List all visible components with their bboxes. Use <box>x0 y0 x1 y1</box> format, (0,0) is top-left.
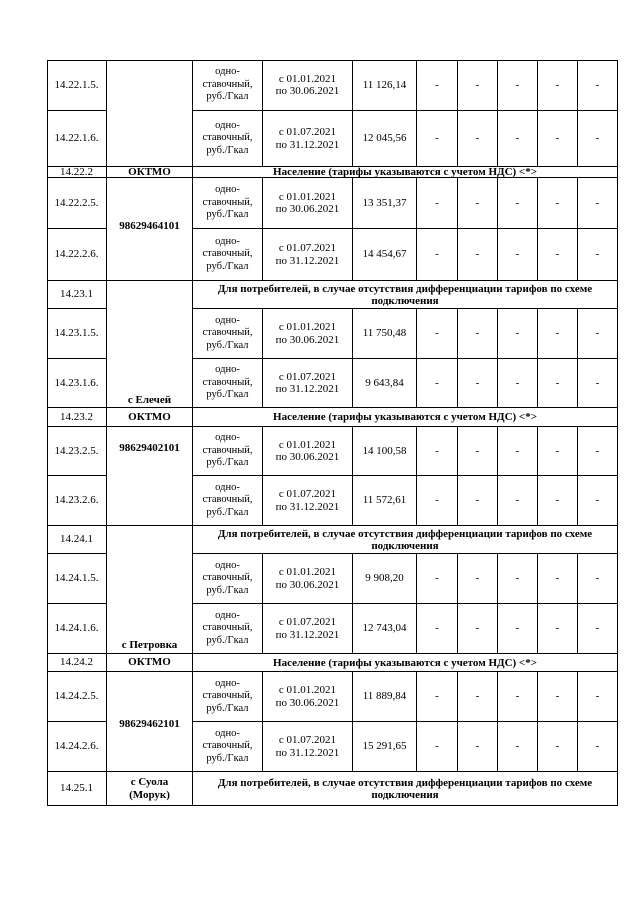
row-code-cell <box>47 772 107 806</box>
population-header-row <box>193 408 618 427</box>
row-code-cell <box>47 672 107 722</box>
empty-value-cell <box>498 309 538 359</box>
population-header-row <box>193 167 618 178</box>
tariff-type-cell <box>193 427 263 476</box>
period-cell <box>263 60 353 111</box>
empty-value-cell <box>498 554 538 604</box>
dash-placeholder: - <box>515 740 520 752</box>
period-cell <box>263 554 353 604</box>
dash-placeholder: - <box>435 132 439 144</box>
section-header-text: Для потребителей, в случае отсутствия дифференциации тарифов по схеме подключения <box>217 282 593 307</box>
dash-placeholder: - <box>475 376 480 389</box>
tariff-value: 14 100,58 <box>362 444 407 457</box>
dash-placeholder: - <box>515 494 520 506</box>
period-label: с 01.07.2021 по 31.12.2021 <box>275 488 340 513</box>
dash-placeholder: - <box>435 494 439 506</box>
locality-cell <box>107 60 193 167</box>
empty-value-cell <box>417 722 458 772</box>
dash-placeholder: - <box>555 622 560 634</box>
dash-placeholder: - <box>595 196 600 209</box>
tariff-value-cell <box>353 476 417 526</box>
tariff-type-cell <box>193 359 263 408</box>
dash-placeholder: - <box>595 132 600 144</box>
empty-value-cell <box>538 476 578 526</box>
dash-placeholder: - <box>555 494 560 506</box>
dash-placeholder: - <box>435 740 439 752</box>
empty-value-cell <box>578 554 618 604</box>
locality-cell <box>107 654 193 672</box>
row-code: 14.22.1.6. <box>54 132 99 144</box>
dash-placeholder: - <box>475 572 480 584</box>
dash-placeholder: - <box>595 622 600 634</box>
empty-value-cell <box>538 359 578 408</box>
dash-placeholder: - <box>475 622 480 634</box>
tariff-type-cell <box>193 722 263 772</box>
tariff-value-cell <box>353 229 417 281</box>
row-code: 14.22.2 <box>60 165 93 178</box>
tariff-value: 12 045,56 <box>362 132 407 144</box>
empty-value-cell <box>458 60 498 111</box>
tariff-type-label: одно- ставочный, руб./Гкал <box>202 677 253 714</box>
empty-value-cell <box>417 60 458 111</box>
dash-placeholder: - <box>555 740 560 752</box>
tariff-value-cell <box>353 604 417 654</box>
dash-placeholder: - <box>595 690 600 702</box>
empty-value-cell <box>417 427 458 476</box>
tariff-value-cell <box>353 178 417 229</box>
dash-placeholder: - <box>515 78 520 91</box>
empty-value-cell <box>498 60 538 111</box>
row-code-cell <box>47 111 107 167</box>
row-code-cell <box>47 167 107 178</box>
empty-value-cell <box>417 476 458 526</box>
period-label: с 01.01.2021 по 30.06.2021 <box>275 438 340 463</box>
period-label: с 01.01.2021 по 30.06.2021 <box>275 190 340 215</box>
dash-placeholder: - <box>555 327 560 339</box>
empty-value-cell <box>498 672 538 722</box>
locality-cell <box>107 408 193 427</box>
dash-placeholder: - <box>435 248 439 260</box>
dash-placeholder: - <box>435 444 439 457</box>
empty-value-cell <box>538 178 578 229</box>
empty-value-cell <box>458 672 498 722</box>
population-header-row <box>193 654 618 672</box>
row-code-cell <box>47 408 107 427</box>
empty-value-cell <box>538 604 578 654</box>
period-label: с 01.01.2021 по 30.06.2021 <box>275 684 340 709</box>
empty-value-cell <box>458 604 498 654</box>
locality-text: ОКТМО <box>128 165 171 178</box>
empty-value-cell <box>578 427 618 476</box>
dash-placeholder: - <box>435 196 439 209</box>
tariff-value: 11 572,61 <box>362 494 407 506</box>
tariff-type-cell <box>193 672 263 722</box>
dash-placeholder: - <box>515 327 520 339</box>
dash-placeholder: - <box>475 196 480 209</box>
dash-placeholder: - <box>435 376 439 389</box>
dash-placeholder: - <box>435 572 439 584</box>
section-header-text: Население (тарифы указываются с учетом НДС) <*> <box>273 656 537 669</box>
empty-value-cell <box>578 309 618 359</box>
tariff-value-cell <box>353 672 417 722</box>
dash-placeholder: - <box>435 327 439 339</box>
dash-placeholder: - <box>475 132 480 144</box>
period-label: с 01.07.2021 по 31.12.2021 <box>275 370 340 395</box>
row-code: 14.23.1.6. <box>54 376 99 389</box>
tariff-type-cell <box>193 476 263 526</box>
empty-value-cell <box>578 60 618 111</box>
row-code-cell <box>47 476 107 526</box>
tariff-value: 13 351,37 <box>362 196 407 209</box>
tariff-value: 11 126,14 <box>362 78 407 91</box>
tariff-value: 9 908,20 <box>365 572 404 584</box>
period-cell <box>263 476 353 526</box>
row-code-cell <box>47 654 107 672</box>
empty-value-cell <box>498 178 538 229</box>
dash-placeholder: - <box>475 327 480 339</box>
dash-placeholder: - <box>595 572 600 584</box>
dash-placeholder: - <box>475 740 480 752</box>
locality-text: ОКТМО <box>128 410 171 423</box>
period-cell <box>263 427 353 476</box>
dash-placeholder: - <box>515 572 520 584</box>
dash-placeholder: - <box>515 622 520 634</box>
tariff-value-cell <box>353 554 417 604</box>
locality-text: 98629464101 <box>119 220 180 232</box>
row-code-cell <box>47 526 107 554</box>
empty-value-cell <box>578 178 618 229</box>
row-code-cell <box>47 722 107 772</box>
tariff-value-cell <box>353 359 417 408</box>
row-code: 14.24.2 <box>60 656 93 668</box>
locality-cell <box>107 772 193 806</box>
section-header-text: Для потребителей, в случае отсутствия дифференциации тарифов по схеме подключения <box>217 776 593 801</box>
empty-value-cell <box>498 229 538 281</box>
dash-placeholder: - <box>595 78 600 91</box>
row-code: 14.22.2.6. <box>54 248 99 260</box>
row-code: 14.24.1.5. <box>54 572 99 584</box>
period-label: с 01.01.2021 по 30.06.2021 <box>275 566 340 591</box>
locality-cell <box>107 178 193 281</box>
tariff-value: 15 291,65 <box>362 740 407 752</box>
dash-placeholder: - <box>435 690 439 702</box>
empty-value-cell <box>417 309 458 359</box>
row-code-cell <box>47 178 107 229</box>
locality-cell <box>107 526 193 654</box>
row-code-cell <box>47 309 107 359</box>
empty-value-cell <box>578 604 618 654</box>
empty-value-cell <box>538 309 578 359</box>
dash-placeholder: - <box>595 248 600 260</box>
tariff-type-label: одно- ставочный, руб./Гкал <box>202 66 253 103</box>
empty-value-cell <box>538 427 578 476</box>
empty-value-cell <box>578 722 618 772</box>
section-header-text: Население (тарифы указываются с учетом НДС) <*> <box>273 411 537 423</box>
tariff-type-cell <box>193 229 263 281</box>
consumer-header-row <box>193 772 618 806</box>
tariff-value-cell <box>353 309 417 359</box>
row-code: 14.23.1 <box>60 288 93 300</box>
tariff-table <box>47 60 618 806</box>
tariff-type-label: одно- ставочный, руб./Гкал <box>202 364 253 401</box>
row-code: 14.22.2.5. <box>54 196 99 209</box>
dash-placeholder: - <box>555 196 560 209</box>
empty-value-cell <box>538 60 578 111</box>
period-cell <box>263 604 353 654</box>
tariff-value: 12 743,04 <box>362 622 407 634</box>
dash-placeholder: - <box>515 690 520 702</box>
tariff-type-label: одно- ставочный, руб./Гкал <box>202 727 253 764</box>
empty-value-cell <box>458 111 498 167</box>
period-label: с 01.07.2021 по 31.12.2021 <box>275 126 340 151</box>
empty-value-cell <box>538 229 578 281</box>
empty-value-cell <box>498 111 538 167</box>
empty-value-cell <box>458 178 498 229</box>
section-header-text: Население (тарифы указываются с учетом НДС) <*> <box>273 166 537 178</box>
tariff-type-cell <box>193 178 263 229</box>
row-code: 14.23.1.5. <box>54 327 99 339</box>
locality-text: с Петровка <box>121 639 178 651</box>
dash-placeholder: - <box>435 622 439 634</box>
empty-value-cell <box>417 604 458 654</box>
period-cell <box>263 672 353 722</box>
empty-value-cell <box>498 359 538 408</box>
dash-placeholder: - <box>555 690 560 702</box>
locality-cell <box>107 167 193 178</box>
row-code-cell <box>47 359 107 408</box>
tariff-value: 11 889,84 <box>362 690 407 702</box>
row-code: 14.23.2 <box>60 410 93 423</box>
period-label: с 01.07.2021 по 31.12.2021 <box>275 616 340 641</box>
tariff-type-cell <box>193 554 263 604</box>
empty-value-cell <box>578 229 618 281</box>
empty-value-cell <box>578 359 618 408</box>
period-cell <box>263 229 353 281</box>
row-code-cell <box>47 60 107 111</box>
empty-value-cell <box>458 427 498 476</box>
dash-placeholder: - <box>595 376 600 389</box>
locality-cell <box>107 427 193 526</box>
row-code-cell <box>47 281 107 309</box>
period-cell <box>263 722 353 772</box>
period-cell <box>263 309 353 359</box>
empty-value-cell <box>498 476 538 526</box>
dash-placeholder: - <box>515 132 520 144</box>
tariff-type-label: одно- ставочный, руб./Гкал <box>202 314 253 351</box>
empty-value-cell <box>578 476 618 526</box>
tariff-type-cell <box>193 309 263 359</box>
tariff-type-label: одно- ставочный, руб./Гкал <box>202 184 253 221</box>
tariff-type-label: одно- ставочный, руб./Гкал <box>202 559 253 596</box>
row-code-cell <box>47 604 107 654</box>
row-code: 14.24.1 <box>60 533 93 545</box>
dash-placeholder: - <box>515 248 520 260</box>
tariff-value-cell <box>353 427 417 476</box>
dash-placeholder: - <box>515 196 520 209</box>
dash-placeholder: - <box>555 132 560 144</box>
period-cell <box>263 359 353 408</box>
empty-value-cell <box>458 309 498 359</box>
empty-value-cell <box>498 427 538 476</box>
empty-value-cell <box>538 722 578 772</box>
locality-text: с Елечей <box>127 394 172 406</box>
empty-value-cell <box>458 554 498 604</box>
locality-text: 98629402101 <box>119 442 180 454</box>
dash-placeholder: - <box>555 444 560 457</box>
locality-cell <box>107 281 193 408</box>
locality-text: 98629462101 <box>119 718 180 730</box>
row-code-cell <box>47 427 107 476</box>
locality-text: ОКТМО <box>128 656 171 668</box>
empty-value-cell <box>538 111 578 167</box>
empty-value-cell <box>417 672 458 722</box>
tariff-type-cell <box>193 111 263 167</box>
dash-placeholder: - <box>595 327 600 339</box>
dash-placeholder: - <box>595 444 600 457</box>
tariff-value: 14 454,67 <box>362 248 407 260</box>
row-code: 14.22.1.5. <box>54 78 99 91</box>
dash-placeholder: - <box>515 444 520 457</box>
empty-value-cell <box>417 554 458 604</box>
consumer-header-row <box>193 281 618 309</box>
dash-placeholder: - <box>475 690 480 702</box>
dash-placeholder: - <box>595 494 600 506</box>
tariff-value-cell <box>353 111 417 167</box>
dash-placeholder: - <box>435 78 439 91</box>
period-cell <box>263 178 353 229</box>
dash-placeholder: - <box>515 376 520 389</box>
dash-placeholder: - <box>555 78 560 91</box>
dash-placeholder: - <box>475 248 480 260</box>
dash-placeholder: - <box>475 78 480 91</box>
tariff-type-label: одно- ставочный, руб./Гкал <box>202 432 253 469</box>
period-label: с 01.01.2021 по 30.06.2021 <box>275 72 340 97</box>
empty-value-cell <box>498 722 538 772</box>
tariff-value: 11 750,48 <box>362 327 407 339</box>
empty-value-cell <box>458 359 498 408</box>
consumer-header-row <box>193 526 618 554</box>
tariff-value-cell <box>353 60 417 111</box>
tariff-type-label: одно- ставочный, руб./Гкал <box>202 119 253 156</box>
empty-value-cell <box>578 111 618 167</box>
empty-value-cell <box>458 722 498 772</box>
tariff-type-cell <box>193 604 263 654</box>
tariff-type-label: одно- ставочный, руб./Гкал <box>202 481 253 518</box>
dash-placeholder: - <box>475 494 480 506</box>
locality-text: с Суола (Морук) <box>129 775 170 801</box>
dash-placeholder: - <box>475 444 480 457</box>
empty-value-cell <box>417 178 458 229</box>
empty-value-cell <box>458 229 498 281</box>
empty-value-cell <box>538 554 578 604</box>
period-label: с 01.01.2021 по 30.06.2021 <box>275 321 340 346</box>
empty-value-cell <box>538 672 578 722</box>
section-header-text: Для потребителей, в случае отсутствия дифференциации тарифов по схеме подключения <box>217 527 593 552</box>
row-code: 14.23.2.6. <box>54 494 99 506</box>
row-code: 14.25.1 <box>60 782 93 794</box>
dash-placeholder: - <box>555 376 560 389</box>
period-cell <box>263 111 353 167</box>
row-code-cell <box>47 229 107 281</box>
row-code: 14.24.2.5. <box>54 690 99 702</box>
empty-value-cell <box>417 229 458 281</box>
tariff-value: 9 643,84 <box>365 376 404 389</box>
empty-value-cell <box>458 476 498 526</box>
empty-value-cell <box>498 604 538 654</box>
dash-placeholder: - <box>595 740 600 752</box>
row-code: 14.24.1.6. <box>54 622 99 634</box>
empty-value-cell <box>578 672 618 722</box>
row-code: 14.24.2.6. <box>54 740 99 752</box>
row-code: 14.23.2.5. <box>54 444 99 457</box>
tariff-type-label: одно- ставочный, руб./Гкал <box>202 609 253 646</box>
locality-cell <box>107 672 193 772</box>
empty-value-cell <box>417 359 458 408</box>
row-code-cell <box>47 554 107 604</box>
dash-placeholder: - <box>555 248 560 260</box>
tariff-value-cell <box>353 722 417 772</box>
tariff-type-label: одно- ставочный, руб./Гкал <box>202 235 253 272</box>
period-label: с 01.07.2021 по 31.12.2021 <box>275 734 340 759</box>
tariff-type-cell <box>193 60 263 111</box>
empty-value-cell <box>417 111 458 167</box>
period-label: с 01.07.2021 по 31.12.2021 <box>275 242 340 267</box>
dash-placeholder: - <box>555 572 560 584</box>
